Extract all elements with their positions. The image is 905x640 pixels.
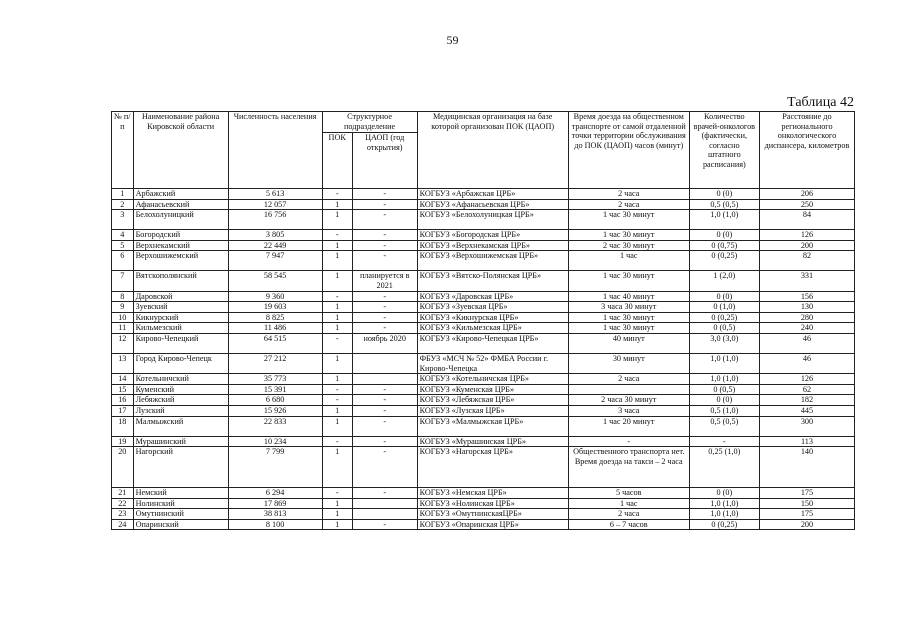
cell-no: 10 — [112, 312, 134, 323]
cell-caop: - — [352, 199, 417, 210]
table-row — [112, 189, 855, 200]
cell-caop — [352, 353, 417, 373]
header-distance: Расстояние до регионального онкологического диспансера, километров — [759, 112, 854, 189]
cell-no: 9 — [112, 302, 134, 313]
cell-district: Арбажский — [133, 189, 228, 200]
cell-no: 22 — [112, 498, 134, 509]
cell-district: Котельничский — [133, 374, 228, 385]
cell-population: 64 515 — [228, 333, 322, 353]
cell-travel-time: 2 часа — [568, 374, 689, 385]
cell-caop: - — [352, 251, 417, 271]
table-row — [112, 271, 855, 291]
cell-district: Куменский — [133, 384, 228, 395]
cell-oncologists: 0,5 (1,0) — [689, 405, 759, 416]
cell-oncologists: 0,5 (0,5) — [689, 199, 759, 210]
cell-travel-time: 2 час 30 минут — [568, 240, 689, 251]
cell-travel-time: 40 минут — [568, 333, 689, 353]
cell-pok: 1 — [322, 251, 352, 271]
table-body — [112, 189, 855, 530]
table-row — [112, 353, 855, 373]
header-caop: ЦАОП (год открытия) — [352, 133, 417, 189]
cell-caop: - — [352, 230, 417, 241]
cell-population: 15 926 — [228, 405, 322, 416]
cell-pok: - — [322, 230, 352, 241]
cell-distance: 280 — [759, 312, 854, 323]
cell-district: Верхошижемский — [133, 251, 228, 271]
table-row — [112, 230, 855, 241]
cell-distance: 130 — [759, 302, 854, 313]
cell-pok: 1 — [322, 240, 352, 251]
cell-oncologists: 0 (0) — [689, 395, 759, 406]
table-row — [112, 416, 855, 436]
cell-caop: - — [352, 488, 417, 499]
table-row — [112, 405, 855, 416]
cell-distance: 46 — [759, 333, 854, 353]
cell-travel-time: Общественного транспорта нет. Время доезда на такси – 2 часа — [568, 447, 689, 488]
cell-no: 24 — [112, 519, 134, 530]
cell-caop: - — [352, 416, 417, 436]
cell-pok: - — [322, 189, 352, 200]
table-row — [112, 199, 855, 210]
cell-travel-time: 5 часов — [568, 488, 689, 499]
cell-distance: 156 — [759, 291, 854, 302]
cell-population: 22 833 — [228, 416, 322, 436]
cell-population: 19 603 — [228, 302, 322, 313]
cell-pok: 1 — [322, 447, 352, 488]
cell-no: 7 — [112, 271, 134, 291]
cell-district: Мурашинский — [133, 436, 228, 447]
cell-population: 15 391 — [228, 384, 322, 395]
cell-population: 8 825 — [228, 312, 322, 323]
cell-no: 23 — [112, 509, 134, 520]
cell-organization: КОГБУЗ «Куменская ЦРБ» — [417, 384, 568, 395]
cell-oncologists: - — [689, 436, 759, 447]
table-row — [112, 384, 855, 395]
cell-pok: 1 — [322, 519, 352, 530]
cell-organization: КОГБУЗ «ОмутнинскаяЦРБ» — [417, 509, 568, 520]
table-row — [112, 395, 855, 406]
cell-travel-time: 3 часа — [568, 405, 689, 416]
cell-caop: - — [352, 384, 417, 395]
cell-travel-time: 6 – 7 часов — [568, 519, 689, 530]
cell-oncologists: 0,25 (1,0) — [689, 447, 759, 488]
oncology-table — [111, 111, 855, 530]
cell-caop: - — [352, 189, 417, 200]
cell-population: 38 813 — [228, 509, 322, 520]
cell-population: 27 212 — [228, 353, 322, 373]
cell-distance: 84 — [759, 210, 854, 230]
table-row — [112, 447, 855, 488]
cell-distance: 126 — [759, 374, 854, 385]
cell-distance: 62 — [759, 384, 854, 395]
cell-district: Верхнекамский — [133, 240, 228, 251]
cell-district: Немский — [133, 488, 228, 499]
cell-district: Малмыжский — [133, 416, 228, 436]
cell-distance: 250 — [759, 199, 854, 210]
cell-oncologists: 0 (0,25) — [689, 519, 759, 530]
cell-organization: КОГБУЗ «Кильмезская ЦРБ» — [417, 323, 568, 334]
header-no: № п/п — [112, 112, 134, 189]
cell-caop: - — [352, 395, 417, 406]
table-row — [112, 333, 855, 353]
cell-travel-time: 1 час 20 минут — [568, 416, 689, 436]
table-row — [112, 374, 855, 385]
cell-travel-time: 1 час 30 минут — [568, 210, 689, 230]
cell-organization: КОГБУЗ «Малмыжская ЦРБ» — [417, 416, 568, 436]
cell-pok: - — [322, 395, 352, 406]
header-oncologists: Количество врачей-онкологов (фактически, согласно штатного расписания) — [689, 112, 759, 189]
cell-oncologists: 1,0 (1,0) — [689, 210, 759, 230]
cell-travel-time: 1 час — [568, 498, 689, 509]
cell-distance: 300 — [759, 416, 854, 436]
cell-population: 6 294 — [228, 488, 322, 499]
cell-caop: - — [352, 405, 417, 416]
cell-oncologists: 0 (0) — [689, 291, 759, 302]
cell-caop: - — [352, 312, 417, 323]
header-population: Численность населения — [228, 112, 322, 189]
cell-distance: 206 — [759, 189, 854, 200]
cell-distance: 113 — [759, 436, 854, 447]
cell-organization: КОГБУЗ «Вятско-Полянская ЦРБ» — [417, 271, 568, 291]
cell-caop — [352, 509, 417, 520]
cell-population: 10 234 — [228, 436, 322, 447]
cell-organization: КОГБУЗ «Нагорская ЦРБ» — [417, 447, 568, 488]
cell-caop: ноябрь 2020 — [352, 333, 417, 353]
table-row — [112, 210, 855, 230]
cell-no: 2 — [112, 199, 134, 210]
cell-pok: 1 — [322, 323, 352, 334]
cell-distance: 175 — [759, 509, 854, 520]
cell-district: Нагорский — [133, 447, 228, 488]
cell-organization: КОГБУЗ «Лузская ЦРБ» — [417, 405, 568, 416]
cell-organization: КОГБУЗ «Опаринская ЦРБ» — [417, 519, 568, 530]
cell-caop — [352, 374, 417, 385]
cell-organization: КОГБУЗ «Кикнурская ЦРБ» — [417, 312, 568, 323]
cell-pok: - — [322, 384, 352, 395]
table-caption: Таблица 42 — [787, 95, 854, 110]
cell-pok: 1 — [322, 199, 352, 210]
cell-organization: КОГБУЗ «Лебяжская ЦРБ» — [417, 395, 568, 406]
cell-travel-time: - — [568, 436, 689, 447]
cell-district: Лузский — [133, 405, 228, 416]
cell-organization: КОГБУЗ «Афанасьевская ЦРБ» — [417, 199, 568, 210]
cell-distance: 182 — [759, 395, 854, 406]
cell-no: 21 — [112, 488, 134, 499]
cell-caop: - — [352, 436, 417, 447]
cell-population: 16 756 — [228, 210, 322, 230]
cell-oncologists: 3,0 (3,0) — [689, 333, 759, 353]
cell-travel-time: 2 часа — [568, 189, 689, 200]
cell-travel-time — [568, 384, 689, 395]
cell-distance: 46 — [759, 353, 854, 373]
table-row — [112, 302, 855, 313]
cell-distance: 200 — [759, 240, 854, 251]
cell-population: 17 869 — [228, 498, 322, 509]
cell-caop: планируется в 2021 — [352, 271, 417, 291]
cell-distance: 126 — [759, 230, 854, 241]
cell-oncologists: 0 (0,5) — [689, 323, 759, 334]
cell-oncologists: 0 (0) — [689, 488, 759, 499]
cell-pok: 1 — [322, 271, 352, 291]
cell-travel-time: 1 час 40 минут — [568, 291, 689, 302]
cell-pok: 1 — [322, 509, 352, 520]
cell-organization: КОГБУЗ «Арбажская ЦРБ» — [417, 189, 568, 200]
cell-pok: 1 — [322, 312, 352, 323]
cell-population: 7 947 — [228, 251, 322, 271]
cell-pok: 1 — [322, 210, 352, 230]
cell-caop: - — [352, 519, 417, 530]
cell-organization: КОГБУЗ «Котельничская ЦРБ» — [417, 374, 568, 385]
cell-oncologists: 0 (0) — [689, 189, 759, 200]
cell-pok: - — [322, 333, 352, 353]
table-row — [112, 509, 855, 520]
cell-oncologists: 1,0 (1,0) — [689, 509, 759, 520]
cell-population: 5 613 — [228, 189, 322, 200]
cell-pok: 1 — [322, 498, 352, 509]
cell-no: 16 — [112, 395, 134, 406]
cell-pok: - — [322, 436, 352, 447]
cell-district: Зуевский — [133, 302, 228, 313]
cell-organization: КОГБУЗ «Нолинская ЦРБ» — [417, 498, 568, 509]
cell-travel-time: 1 час 30 минут — [568, 323, 689, 334]
cell-travel-time: 2 часа 30 минут — [568, 395, 689, 406]
cell-no: 6 — [112, 251, 134, 271]
cell-distance: 331 — [759, 271, 854, 291]
cell-distance: 150 — [759, 498, 854, 509]
cell-district: Богородский — [133, 230, 228, 241]
cell-pok: 1 — [322, 374, 352, 385]
cell-caop: - — [352, 291, 417, 302]
cell-oncologists: 0 (0,5) — [689, 384, 759, 395]
page-number: 59 — [446, 33, 459, 47]
cell-oncologists: 0 (0) — [689, 230, 759, 241]
table-row — [112, 312, 855, 323]
cell-travel-time: 1 час 30 минут — [568, 230, 689, 241]
cell-travel-time: 1 час 30 минут — [568, 312, 689, 323]
cell-oncologists: 1,0 (1,0) — [689, 374, 759, 385]
cell-travel-time: 2 часа — [568, 509, 689, 520]
header-district: Наименование района Кировской области — [133, 112, 228, 189]
cell-oncologists: 0 (0,25) — [689, 251, 759, 271]
cell-oncologists: 1 (2,0) — [689, 271, 759, 291]
cell-population: 8 100 — [228, 519, 322, 530]
cell-organization: КОГБУЗ «Верхнекамская ЦРБ» — [417, 240, 568, 251]
cell-pok: 1 — [322, 416, 352, 436]
table-row — [112, 291, 855, 302]
cell-no: 14 — [112, 374, 134, 385]
cell-population: 22 449 — [228, 240, 322, 251]
cell-travel-time: 3 часа 30 минут — [568, 302, 689, 313]
cell-caop: - — [352, 210, 417, 230]
cell-population: 35 773 — [228, 374, 322, 385]
cell-population: 11 486 — [228, 323, 322, 334]
cell-travel-time: 30 минут — [568, 353, 689, 373]
cell-pok: - — [322, 488, 352, 499]
cell-district: Кильмезский — [133, 323, 228, 334]
cell-no: 13 — [112, 353, 134, 373]
cell-pok: 1 — [322, 405, 352, 416]
cell-district: Омутнинский — [133, 509, 228, 520]
cell-district: Кикнурский — [133, 312, 228, 323]
header-organization: Медицинская организация на базе которой организован ПОК (ЦАОП) — [417, 112, 568, 189]
cell-travel-time: 1 час — [568, 251, 689, 271]
cell-distance: 175 — [759, 488, 854, 499]
header-structural: Структурное подразделение — [322, 112, 417, 133]
cell-district: Город Кирово-Чепецк — [133, 353, 228, 373]
cell-no: 18 — [112, 416, 134, 436]
cell-oncologists: 0 (0,75) — [689, 240, 759, 251]
table-row — [112, 498, 855, 509]
header-pok: ПОК — [322, 133, 352, 189]
cell-organization: КОГБУЗ «Кирово-Чепецкая ЦРБ» — [417, 333, 568, 353]
cell-district: Белохолуницкий — [133, 210, 228, 230]
cell-population: 3 805 — [228, 230, 322, 241]
header-travel-time: Время доезда на общественном транспорте от самой отдаленной точки территории обслуживания до ПОК (ЦАОП) часов (минут) — [568, 112, 689, 189]
cell-oncologists: 0 (0,25) — [689, 312, 759, 323]
table-row — [112, 323, 855, 334]
cell-no: 12 — [112, 333, 134, 353]
cell-district: Кирово-Чепецкий — [133, 333, 228, 353]
cell-no: 8 — [112, 291, 134, 302]
table-row — [112, 519, 855, 530]
cell-organization: КОГБУЗ «Верхошижемская ЦРБ» — [417, 251, 568, 271]
cell-caop: - — [352, 323, 417, 334]
table-row — [112, 240, 855, 251]
cell-district: Опаринский — [133, 519, 228, 530]
table-row — [112, 436, 855, 447]
cell-distance: 445 — [759, 405, 854, 416]
cell-organization: КОГБУЗ «Немская ЦРБ» — [417, 488, 568, 499]
cell-travel-time: 1 час 30 минут — [568, 271, 689, 291]
cell-caop: - — [352, 447, 417, 488]
cell-population: 9 360 — [228, 291, 322, 302]
cell-caop — [352, 498, 417, 509]
cell-no: 3 — [112, 210, 134, 230]
cell-no: 1 — [112, 189, 134, 200]
cell-district: Вятскополянский — [133, 271, 228, 291]
cell-no: 4 — [112, 230, 134, 241]
cell-oncologists: 1,0 (1,0) — [689, 498, 759, 509]
cell-no: 17 — [112, 405, 134, 416]
cell-district: Афанасьевский — [133, 199, 228, 210]
table-row — [112, 251, 855, 271]
cell-distance: 240 — [759, 323, 854, 334]
cell-organization: КОГБУЗ «Белохолуницкая ЦРБ» — [417, 210, 568, 230]
cell-oncologists: 0,5 (0,5) — [689, 416, 759, 436]
cell-no: 15 — [112, 384, 134, 395]
cell-oncologists: 1,0 (1,0) — [689, 353, 759, 373]
cell-organization: КОГБУЗ «Даровская ЦРБ» — [417, 291, 568, 302]
cell-population: 58 545 — [228, 271, 322, 291]
cell-organization: КОГБУЗ «Зуевская ЦРБ» — [417, 302, 568, 313]
cell-pok: 1 — [322, 302, 352, 313]
cell-organization: КОГБУЗ «Богородская ЦРБ» — [417, 230, 568, 241]
cell-no: 5 — [112, 240, 134, 251]
cell-district: Лебяжский — [133, 395, 228, 406]
cell-organization: КОГБУЗ «Мурашинская ЦРБ» — [417, 436, 568, 447]
cell-no: 11 — [112, 323, 134, 334]
cell-population: 6 680 — [228, 395, 322, 406]
cell-distance: 140 — [759, 447, 854, 488]
cell-district: Нолинский — [133, 498, 228, 509]
cell-organization: ФБУЗ «МСЧ № 52» ФМБА России г. Кирово-Чепецка — [417, 353, 568, 373]
cell-travel-time: 2 часа — [568, 199, 689, 210]
cell-no: 20 — [112, 447, 134, 488]
cell-no: 19 — [112, 436, 134, 447]
cell-pok: 1 — [322, 353, 352, 373]
cell-distance: 200 — [759, 519, 854, 530]
cell-caop: - — [352, 240, 417, 251]
cell-population: 7 799 — [228, 447, 322, 488]
table-row — [112, 488, 855, 499]
cell-district: Даровской — [133, 291, 228, 302]
cell-pok: - — [322, 291, 352, 302]
cell-caop: - — [352, 302, 417, 313]
cell-distance: 82 — [759, 251, 854, 271]
cell-population: 12 057 — [228, 199, 322, 210]
cell-oncologists: 0 (1,0) — [689, 302, 759, 313]
